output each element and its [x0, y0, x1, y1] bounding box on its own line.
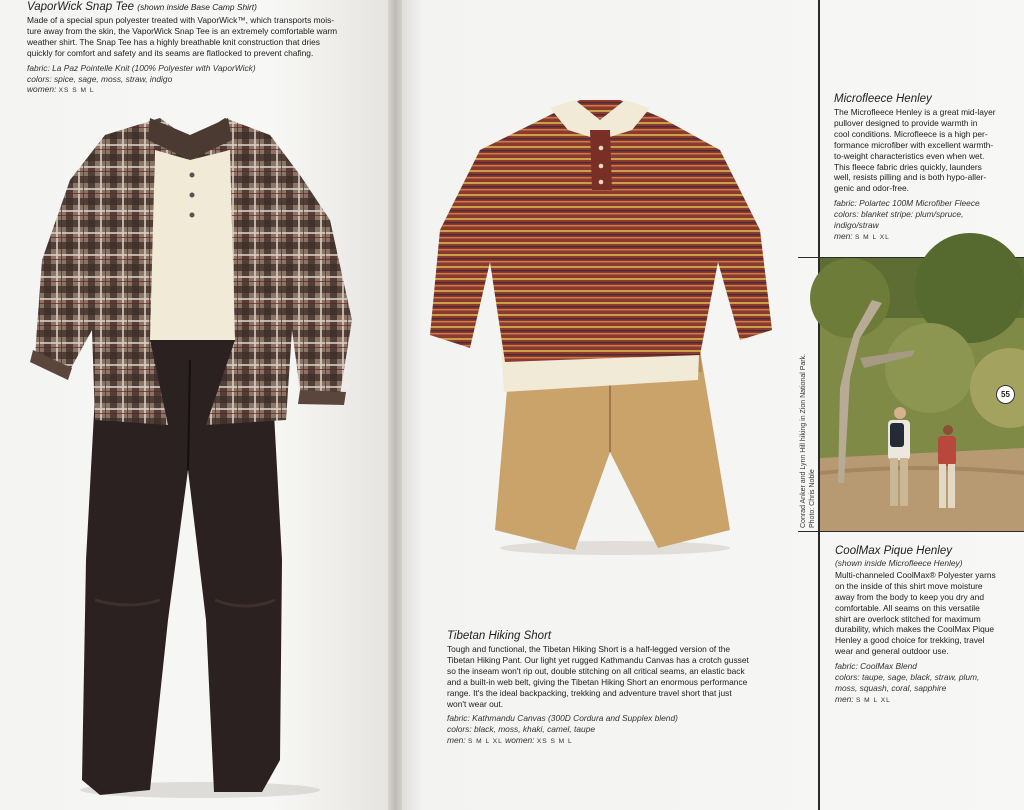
microfleece-colors-cont: indigo/straw — [834, 220, 879, 231]
tibetan-line: and a built-in web belt, giving the Tibetan Hiking Short an enormous performance — [447, 676, 748, 687]
tibetan-colors: colors: black, moss, khaki, camel, taupe — [447, 724, 596, 735]
coolmax-sizes-row — [835, 694, 1019, 707]
tibetan-line: Tibetan Hiking Pant. Our light yet rugged Kathmandu Canvas has a crotch gusset — [447, 654, 749, 665]
tibetan-line: won't wear out. — [447, 698, 504, 709]
vaporwick-sizes-label: women: — [27, 84, 57, 95]
coolmax-description — [835, 545, 1019, 707]
tibetan-fabric: fabric: Kathmandu Canvas (300D Cordura and Supplex blend) — [447, 713, 678, 724]
coolmax-line: wear and general outdoor use. — [835, 646, 949, 657]
coolmax-body — [835, 570, 1019, 657]
tibetan-line: Tough and functional, the Tibetan Hiking Short is a half-legged version of the — [447, 644, 731, 654]
vaporwick-note: (shown inside Base Camp Shirt) — [137, 2, 257, 12]
vaporwick-title: VaporWick Snap Tee — [27, 1, 135, 13]
vaporwick-line: ture away from the skin, the VaporWick Snap Tee is an extremely comfortable warm — [27, 25, 338, 36]
page-number: 55 — [996, 385, 1015, 404]
coolmax-title: CoolMax Pique Henley — [835, 545, 952, 557]
coolmax-sizes: S M L XL — [855, 696, 891, 704]
vaporwick-fabric: fabric: La Paz Pointelle Knit (100% Polyester with VaporWick) — [27, 62, 256, 73]
coolmax-line: on the inside of this shirt move moisture — [835, 580, 983, 591]
tibetan-sizes-women: XS S M L — [536, 738, 573, 746]
tibetan-line: range. It's the ideal backpacking, trekking and adventure travel short that just — [447, 687, 732, 698]
microfleece-sizes: S M L XL — [854, 233, 890, 241]
tibetan-sizes-label-women: women: — [505, 735, 535, 746]
tibetan-sizes-label: men: — [447, 735, 466, 746]
microfleece-line: to-weight characteristics even when wet. — [834, 150, 985, 161]
coolmax-line: Multi-channeled CoolMax® Polyester yarns — [835, 569, 996, 580]
microfleece-colors: colors: blanket stripe: plum/spruce, — [834, 209, 964, 220]
vaporwick-line: weather shirt. The Snap Tee has a highly breathable knit construction that dries — [27, 36, 320, 47]
zion-hiking-photo — [820, 258, 1024, 531]
tibetan-line: so the inseam won't rip out, double stitching on all critical seams, an elastic back — [447, 665, 745, 676]
microfleece-description — [834, 93, 1018, 244]
tibetan-body — [447, 644, 787, 709]
photo-bottom-rule — [798, 531, 1024, 532]
coolmax-fabric: fabric: CoolMax Blend — [835, 661, 917, 672]
microfleece-line: well, resists pilling and is both hypo-aller- — [834, 172, 987, 183]
microfleece-sizes-label: men: — [834, 230, 853, 241]
coolmax-sizes-label: men: — [835, 693, 854, 704]
microfleece-body — [834, 107, 1018, 194]
tibetan-description — [447, 630, 787, 748]
vaporwick-colors: colors: spice, sage, moss, straw, indigo — [27, 73, 173, 84]
photo-credit-photographer: Photo: Chris Noble — [809, 469, 816, 528]
coolmax-line: shirt are overlock stitched for maximum — [835, 613, 981, 624]
microfleece-line: cool conditions. Microfleece is a high per- — [834, 128, 988, 139]
tibetan-sizes: S M L XL — [467, 738, 503, 746]
coolmax-colors-cont: moss, squash, coral, sapphire — [835, 682, 947, 693]
vaporwick-line: quickly for comfort and safety and its seams are flatlocked to prevent chafing. — [27, 47, 314, 58]
photo-credit — [799, 354, 817, 528]
microfleece-line: pullover designed to provide warmth in — [834, 117, 978, 128]
coolmax-line: Henley a good choice for trekking, travel — [835, 635, 985, 646]
vaporwick-sizes: XS S M L — [58, 87, 95, 95]
tibetan-sizes-row — [447, 735, 787, 748]
plaid-shirt-and-pants-photo — [0, 0, 392, 810]
microfleece-line: genic and odor-free. — [834, 183, 909, 194]
microfleece-fabric: fabric: Polartec 100M Microfiber Fleece — [834, 198, 980, 209]
microfleece-line: This fleece fabric dries quickly, launders — [834, 161, 982, 172]
coolmax-note: (shown inside Microfleece Henley) — [835, 558, 963, 568]
coolmax-colors: colors: taupe, sage, black, straw, plum, — [835, 672, 980, 683]
coolmax-line: comfortable. All seams on this versatile — [835, 602, 980, 613]
photo-credit-caption: Conrad Anker and Lynn Hill hiking in Zion National Park. — [800, 353, 807, 528]
tibetan-title: Tibetan Hiking Short — [447, 630, 552, 642]
vaporwick-line: Made of a special spun polyester treated with VaporWick™, which transports mois- — [27, 15, 335, 25]
coolmax-line: away from the body to keep you dry and — [835, 591, 984, 602]
henley-and-shorts-photo — [400, 0, 800, 600]
microfleece-line: formance microfiber with excellent warmth- — [834, 139, 994, 150]
microfleece-line: The Microfleece Henley is a great mid-layer — [834, 107, 996, 117]
microfleece-title: Microfleece Henley — [834, 93, 932, 105]
coolmax-line: durability, which makes the CoolMax Pique — [835, 624, 995, 635]
